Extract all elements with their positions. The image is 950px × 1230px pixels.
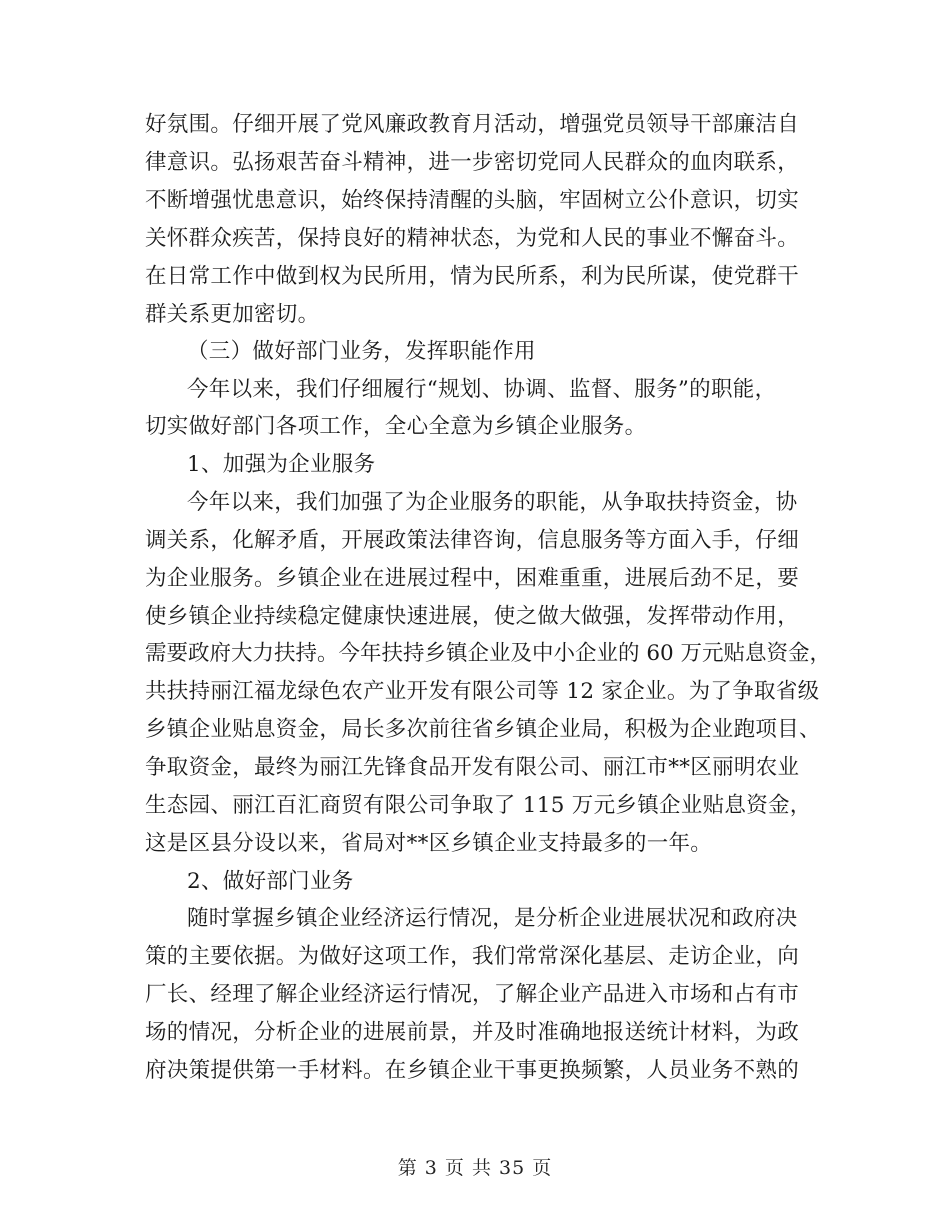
text-line: 今年以来，我们加强了为企业服务的职能，从争取扶持资金，协: [187, 490, 798, 515]
text-line: 切实做好部门各项工作，全心全意为乡镇企业服务。: [145, 414, 647, 439]
text-line: 随时掌握乡镇企业经济运行情况，是分析企业进展状况和政府决: [187, 906, 798, 931]
subsection-heading: 1、加强为企业服务: [187, 452, 376, 477]
text-line: 不断增强忧患意识，始终保持清醒的头脑，牢固树立公仆意识，切实: [145, 188, 800, 213]
text-line: 律意识。弘扬艰苦奋斗精神，进一步密切党同人民群众的血肉联系，: [145, 150, 800, 175]
text-line: 策的主要依据。为做好这项工作，我们常常深化基层、走访企业，向: [145, 944, 800, 969]
text-line: 共扶持丽江福龙绿色农产业开发有限公司等 12 家企业。为了争取省级: [145, 679, 820, 704]
text-line: 需要政府大力扶持。今年扶持乡镇企业及中小企业的 60 万元贴息资金，: [145, 641, 832, 666]
text-line: 在日常工作中做到权为民所用，情为民所系，利为民所谋，使党群干: [145, 264, 800, 289]
text-line: 生态园、丽江百汇商贸有限公司争取了 115 万元乡镇企业贴息资金，: [145, 793, 812, 818]
text-line: 府决策提供第一手材料。在乡镇企业干事更换频繁，人员业务不熟的: [145, 1058, 800, 1083]
section-heading: （三）做好部门业务，发挥职能作用: [187, 339, 536, 364]
page-number-footer: 第 3 页 共 35 页: [397, 1157, 553, 1179]
text-line: 乡镇企业贴息资金，局长多次前往省乡镇企业局，积极为企业跑项目、: [145, 717, 821, 742]
text-line: 厂长、经理了解企业经济运行情况，了解企业产品进入市场和占有市: [145, 982, 800, 1007]
text-line: 关怀群众疾苦，保持良好的精神状态，为党和人民的事业不懈奋斗。: [145, 226, 800, 251]
text-line: 场的情况，分析企业的进展前景，并及时准确地报送统计材料，为政: [145, 1020, 800, 1045]
text-line: 为企业服务。乡镇企业在进展过程中，困难重重，进展后劲不足，要: [145, 566, 800, 591]
text-line: 调关系，化解矛盾，开展政策法律咨询，信息服务等方面入手，仔细: [145, 528, 800, 553]
text-line: 争取资金，最终为丽江先锋食品开发有限公司、丽江市**区丽明农业: [145, 755, 800, 780]
text-line: 使乡镇企业持续稳定健康快速进展，使之做大做强，发挥带动作用，: [145, 604, 800, 629]
text-line: 今年以来，我们仔细履行“规划、协调、监督、服务”的职能，: [187, 377, 777, 402]
subsection-heading: 2、做好部门业务: [187, 869, 354, 894]
text-line: 这是区县分设以来，省局对**区乡镇企业支持最多的一年。: [145, 831, 713, 856]
text-line: 好氛围。仔细开展了党风廉政教育月活动，增强党员领导干部廉洁自: [145, 112, 800, 137]
text-line: 群关系更加密切。: [145, 302, 320, 327]
